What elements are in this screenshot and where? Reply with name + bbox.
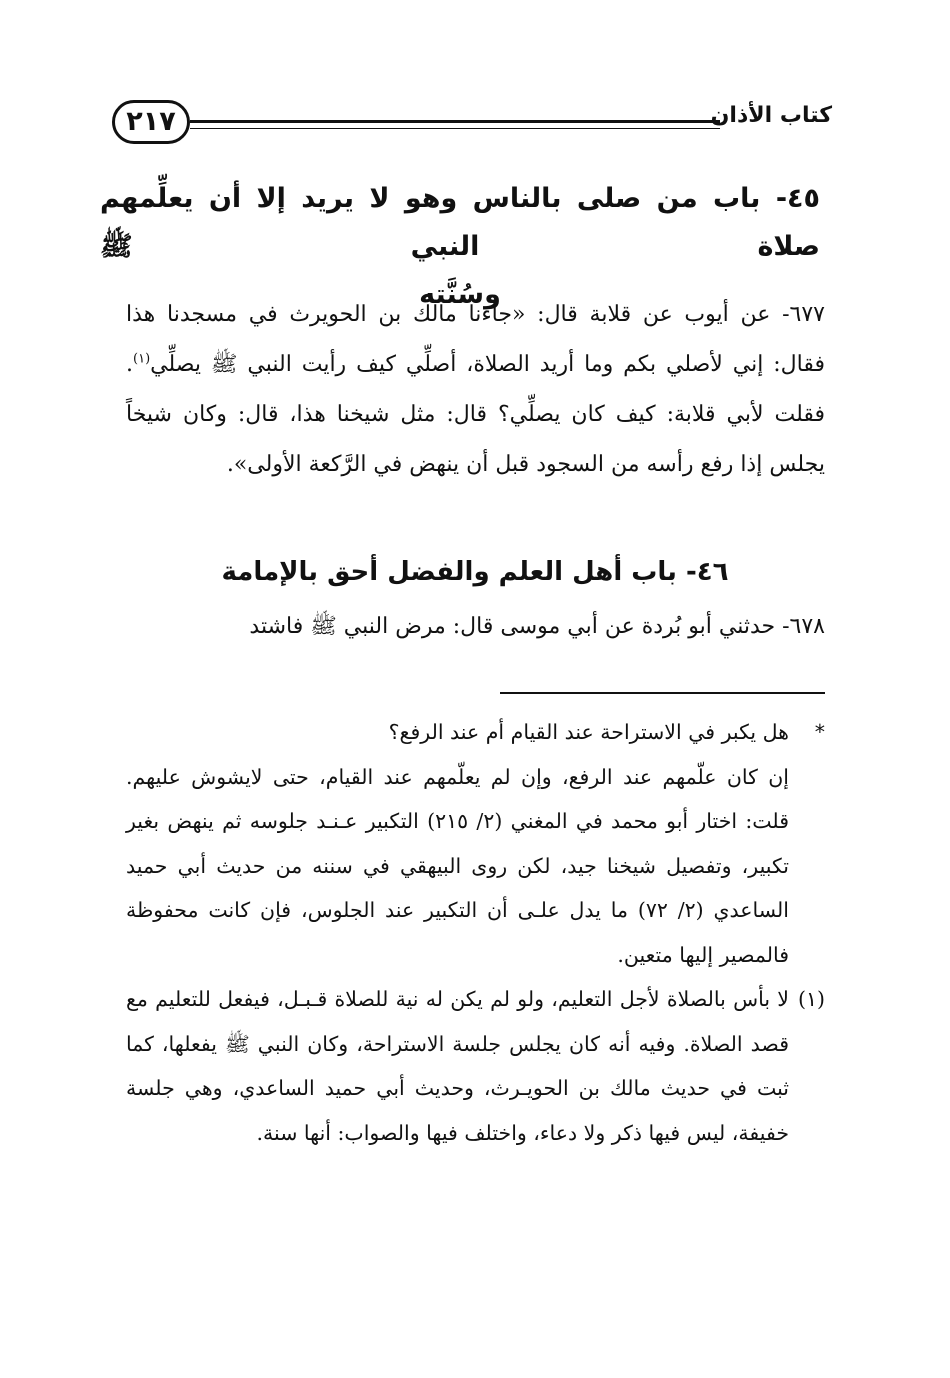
footnote-1-text: لا بأس بالصلاة لأجل التعليم، ولو لم يكن له نية للصلاة قـبـل، فيفعل للتعليم مع قصد الصلاة. وفيه أنه كان يجلس جلسة الاستراحة، وكان النبي ﷺ يفعلها، كما ثبت في حديث مالك بن الحويـرث، وحديث أبي حميد الساعدي، وهي جلسة خفيفة، ليس فيها ذكر ولا دعاء، واختلف فيها والصواب: أنها سنة. (126, 987, 789, 1145)
footnotes (126, 710, 825, 1155)
chapter-46-heading: ٤٦- باب أهل العلم والفضل أحق بالإمامة (221, 557, 729, 587)
footnote-reference: (١) (133, 351, 151, 367)
footnote-star (126, 710, 825, 755)
hadith-677-text-continued: . فقلت لأبي قلابة: كيف كان يصلِّي؟ قال: مثل شيخنا هذا، قال: وكان شيخاً يجلس إذا رفع رأسه من السجود قبل أن ينهض في الرَّكعة الأولى». (126, 352, 825, 477)
footnote-star-answer-text: إن كان علّمهم عند الرفع، وإن لم يعلّمهم عند القيام، حتى لايشوش عليهم. قلت: اختار أبو محمد في المغني (٢/ ٢١٥) التكبير عـنـد جلوسه ثم ينهض بغير تكبير، وتفصيل شيخنا جيد، لكن روى البيهقي في سننه من حديث أبي حميد الساعدي (٢/ ٧٢) ما يدل علـى أن التكبير عند الجلوس، فإن كانت محفوظة فالمصير إليها متعين. (126, 764, 790, 967)
footnote-star-answer (126, 755, 825, 978)
star-marker: * (814, 720, 825, 744)
header-rule (190, 120, 720, 123)
running-title: كتاب الأذان (710, 103, 832, 128)
hadith-677-text: ٦٧٧- عن أيوب عن قلابة قال: «جاءنا مالك بن الحويرث في مسجدنا هذا فقال: إني لأصلي بكم وما أريد الصلاة، أصلِّي كيف رأيت النبي ﷺ يصلِّي (126, 302, 825, 377)
chapter-45-heading-line1: ٤٥- باب من صلى بالناس وهو لا يريد إلا أن يعلِّمهم صلاة النبي ﷺ (100, 183, 820, 262)
header-rule-thin (190, 128, 720, 129)
hadith-677 (126, 290, 825, 490)
footnote-1-marker: (١) (797, 987, 825, 1011)
footnote-separator (500, 692, 825, 694)
chapter-45-heading-line2: وسُنَّته (419, 279, 501, 310)
footnote-1 (126, 977, 825, 1155)
page-number: ٢١٧ (112, 100, 190, 144)
hadith-678: ٦٧٨- حدثني أبو بُردة عن أبي موسى قال: مرض النبي ﷺ فاشتد (249, 614, 825, 639)
footnote-star-question: هل يكبر في الاستراحة عند القيام أم عند الرفع؟ (388, 720, 789, 744)
